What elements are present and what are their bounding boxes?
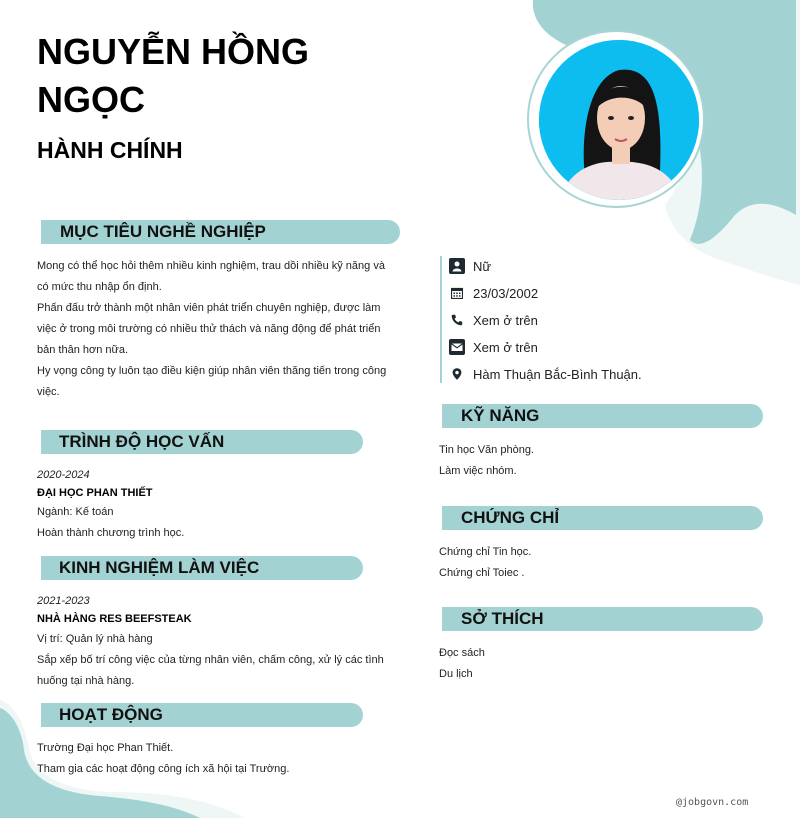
birthday-value: 23/03/2002	[473, 286, 539, 301]
objective-line: bản thân hơn nữa.	[37, 344, 129, 356]
skills-list	[439, 440, 534, 482]
candidate-name	[37, 28, 357, 124]
experience-description	[37, 650, 407, 692]
objective-line: Mong có thể học hỏi thêm nhiều kinh nghiệm, trau dồi nhiều kỹ năng và	[37, 260, 385, 272]
phone-icon	[449, 312, 465, 328]
section-objective-header	[41, 220, 400, 244]
activities-line: Trường Đại học Phan Thiết.	[37, 742, 174, 754]
education-school: ĐẠI HỌC PHAN THIẾT	[37, 487, 153, 499]
hobby-item: Du lịch	[439, 668, 473, 680]
contact-divider	[440, 256, 442, 383]
phone-value: Xem ở trên	[473, 313, 538, 328]
hobbies-list	[439, 643, 485, 685]
email-value: Xem ở trên	[473, 340, 538, 355]
experience-position: Vị trí: Quản lý nhà hàng	[37, 633, 153, 645]
section-experience-title: KINH NGHIỆM LÀM VIỆC	[59, 558, 260, 577]
education-note: Hoàn thành chương trình học.	[37, 527, 185, 539]
user-icon	[449, 258, 465, 274]
objective-line: có mức thu nhập ổn định.	[37, 281, 162, 293]
name-line-1: NGUYỄN HỒNG	[37, 31, 310, 72]
location-pin-icon	[449, 366, 465, 382]
section-education-title: TRÌNH ĐỘ HỌC VẤN	[59, 432, 225, 451]
objective-line: Hy vọng công ty luôn tạo điều kiện giúp nhân viên thăng tiến trong công	[37, 365, 387, 377]
calendar-icon	[449, 285, 465, 301]
objective-line: Phấn đấu trở thành một nhân viên phát triển chuyên nghiệp, được làm	[37, 302, 381, 314]
certificate-item: Chứng chỉ Tin học.	[439, 546, 532, 558]
experience-company: NHÀ HÀNG RES BEEFSTEAK	[37, 613, 192, 625]
experience-period: 2021-2023	[37, 595, 90, 607]
education-period: 2020-2024	[37, 469, 90, 481]
experience-description-line: huống tại nhà hàng.	[37, 675, 135, 687]
avatar	[539, 40, 699, 200]
section-hobbies-header	[442, 607, 763, 631]
experience-description-line: Sắp xếp bố trí công việc của từng nhân viên, chấm công, xử lý các tình	[37, 654, 384, 666]
job-title: HÀNH CHÍNH	[37, 137, 183, 163]
avatar-photo	[539, 40, 699, 200]
section-hobbies-title: SỞ THÍCH	[461, 609, 544, 628]
section-activities-title: HOẠT ĐỘNG	[59, 705, 163, 724]
section-certificates-header	[442, 506, 763, 530]
activities-line: Tham gia các hoạt động công ích xã hội tại Trường.	[37, 763, 290, 775]
gender-value: Nữ	[473, 259, 492, 274]
objective-line: việc ở trong môi trường có nhiều thử thách và năng động để phát triển	[37, 323, 381, 335]
section-experience-header	[41, 556, 363, 580]
objective-text	[37, 256, 407, 403]
section-certificates-title: CHỨNG CHỈ	[461, 508, 560, 527]
activities-text	[37, 738, 407, 780]
section-skills-header	[442, 404, 763, 428]
envelope-icon	[449, 339, 465, 355]
name-line-2: NGỌC	[37, 79, 145, 120]
avatar-frame	[527, 30, 705, 208]
watermark: @jobgovn.com	[676, 797, 749, 808]
section-objective-title: MỤC TIÊU NGHỀ NGHIỆP	[60, 222, 266, 241]
hobby-item: Đọc sách	[439, 647, 485, 659]
section-skills-title: KỸ NĂNG	[461, 406, 540, 425]
address-value: Hàm Thuận Bắc-Bình Thuận.	[473, 367, 642, 382]
section-activities-header	[41, 703, 363, 727]
certificates-list	[439, 542, 531, 584]
objective-line: việc.	[37, 386, 60, 398]
section-education-header	[41, 430, 363, 454]
certificate-item: Chứng chỉ Toiec .	[439, 567, 525, 579]
education-major: Ngành: Kế toán	[37, 506, 114, 518]
skill-item: Tin học Văn phòng.	[439, 444, 534, 456]
skill-item: Làm việc nhóm.	[439, 465, 517, 477]
